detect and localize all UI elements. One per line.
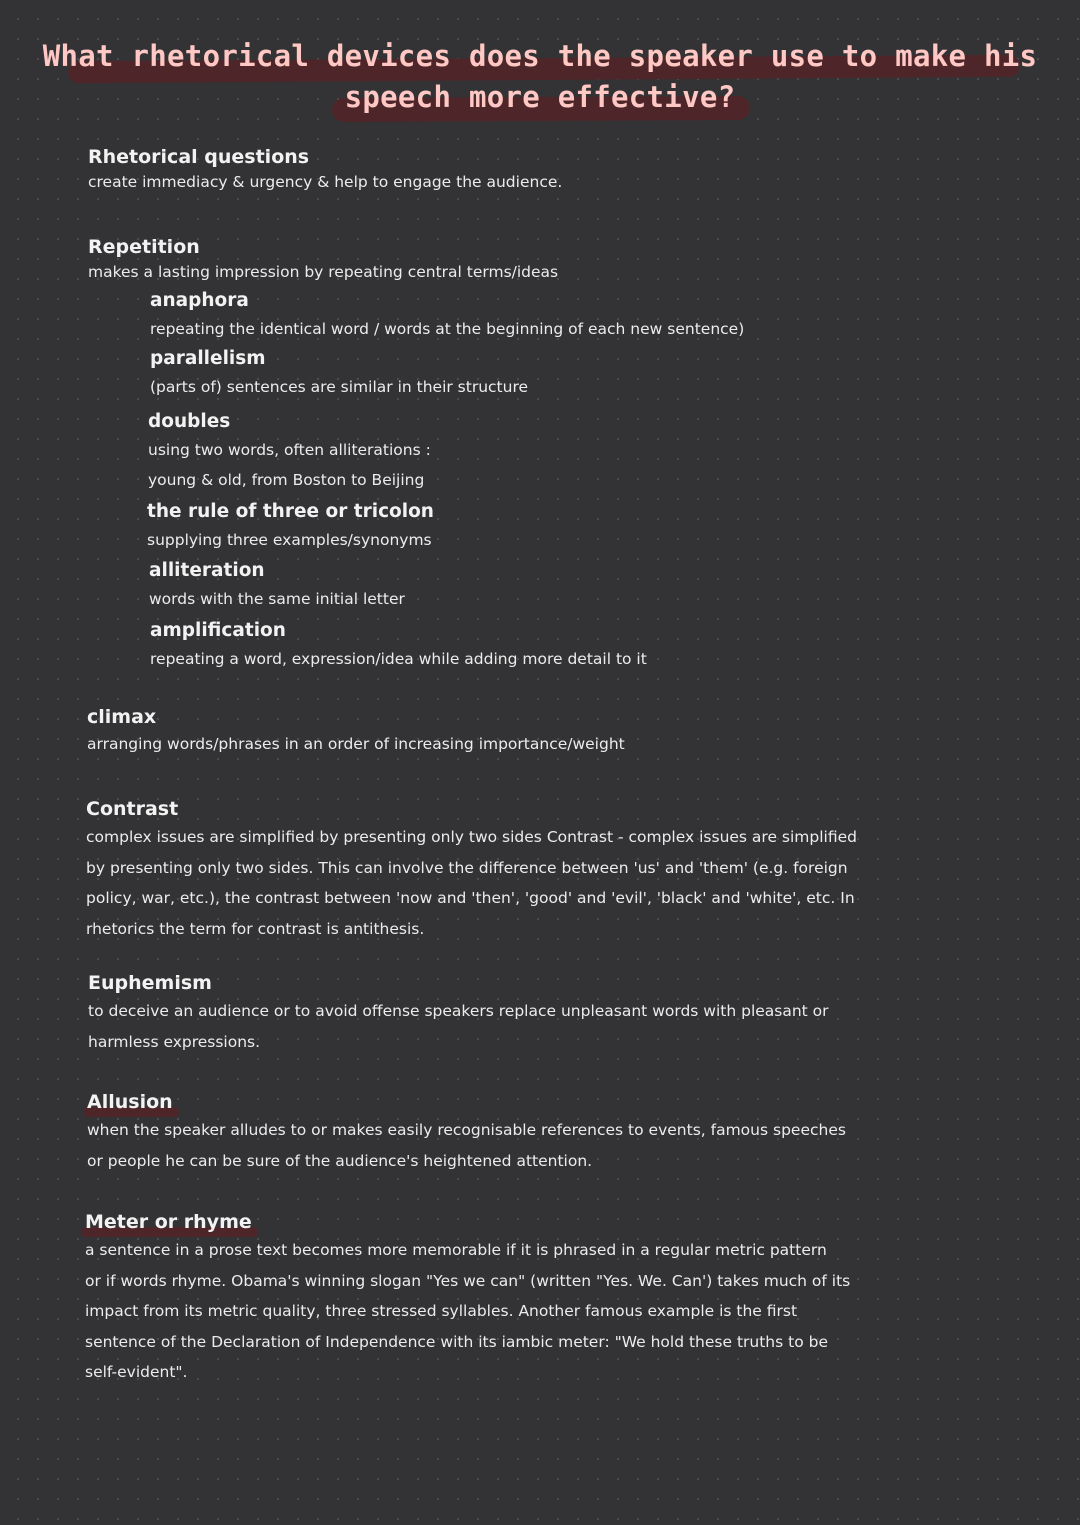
subitem-heading: anaphora [150,290,249,311]
subitem-heading: amplification [150,620,286,641]
section-line: to deceive an audience or to avoid offense speakers replace unpleasant words with pleasant or [88,1002,829,1020]
subitem-heading: the rule of three or tricolon [147,501,434,522]
section-line: or if words rhyme. Obama's winning slogan "Yes we can" (written "Yes. We. Can') takes much of its [85,1271,851,1290]
section-heading: Meter or rhyme [85,1211,252,1233]
subitem-doubles [148,409,968,493]
section-heading: Rhetorical questions [88,146,310,168]
title-line-2-text: speech more effective? [344,80,736,114]
subitem-example: young & old, from Boston to Beijing [148,471,425,489]
section-line: impact from its metric quality, three stressed syllables. Another famous example is the first [85,1302,798,1320]
section-repetition [88,234,968,284]
subitem-amplification [150,618,970,672]
section-allusion [87,1089,967,1176]
section-line: rhetorics the term for contrast is antithesis. [86,919,425,938]
section-line: sentence of the Declaration of Independence with its iambic meter: "We hold these truths to be [85,1332,828,1351]
subitem-parallelism [150,346,970,400]
section-line: a sentence in a prose text becomes more memorable if it is phrased in a regular metric pattern [85,1241,827,1259]
subitem-text: repeating a word, expression/idea while adding more detail to it [150,650,647,668]
section-heading: Allusion [87,1091,173,1113]
title-line-2 [0,77,1080,117]
subitem-text: (parts of) sentences are similar in their structure [150,378,529,396]
section-contrast [86,796,966,944]
subitem-heading: alliteration [149,560,265,581]
subitem-text: supplying three examples/synonyms [147,531,432,549]
section-line: by presenting only two sides. This can involve the difference between 'us' and 'them' (e.g. foreign [86,858,848,877]
subitem-text: repeating the identical word / words at the beginning of each new sentence) [150,320,745,338]
subitem-heading: parallelism [150,348,266,369]
section-text: create immediacy & urgency & help to engage the audience. [88,173,563,191]
section-line: complex issues are simplified by presenting only two sides Contrast - complex issues are simplified [86,828,857,846]
subitem-anaphora [150,288,970,342]
section-line: harmless expressions. [88,1032,261,1051]
section-heading: climax [87,706,157,728]
section-meter-or-rhyme [85,1209,965,1388]
subitem-rule-of-three [147,499,967,553]
section-text: makes a lasting impression by repeating central terms/ideas [88,263,559,281]
subitem-heading: doubles [148,411,231,432]
section-line: self-evident". [85,1363,188,1381]
section-text: arranging words/phrases in an order of increasing importance/weight [87,735,625,753]
subitem-text: using two words, often alliterations : [148,441,431,459]
subitem-text: words with the same initial letter [149,590,405,608]
section-climax [87,704,967,756]
title-line-1-text: What rhetorical devices does the speaker use to make his [42,39,1038,73]
subitem-alliteration [149,558,969,612]
section-euphemism [88,970,968,1057]
section-rhetorical-questions [88,144,968,194]
section-heading: Contrast [86,798,179,820]
title-line-1 [0,36,1080,76]
section-heading: Euphemism [88,972,212,994]
section-heading: Repetition [88,236,200,258]
section-line: policy, war, etc.), the contrast between 'now and 'then', 'good' and 'evil', 'black' and 'white', etc. In [86,889,855,907]
section-line: or people he can be sure of the audience's heightened attention. [87,1151,593,1170]
section-line: when the speaker alludes to or makes easily recognisable references to events, famous speeches [87,1121,846,1139]
